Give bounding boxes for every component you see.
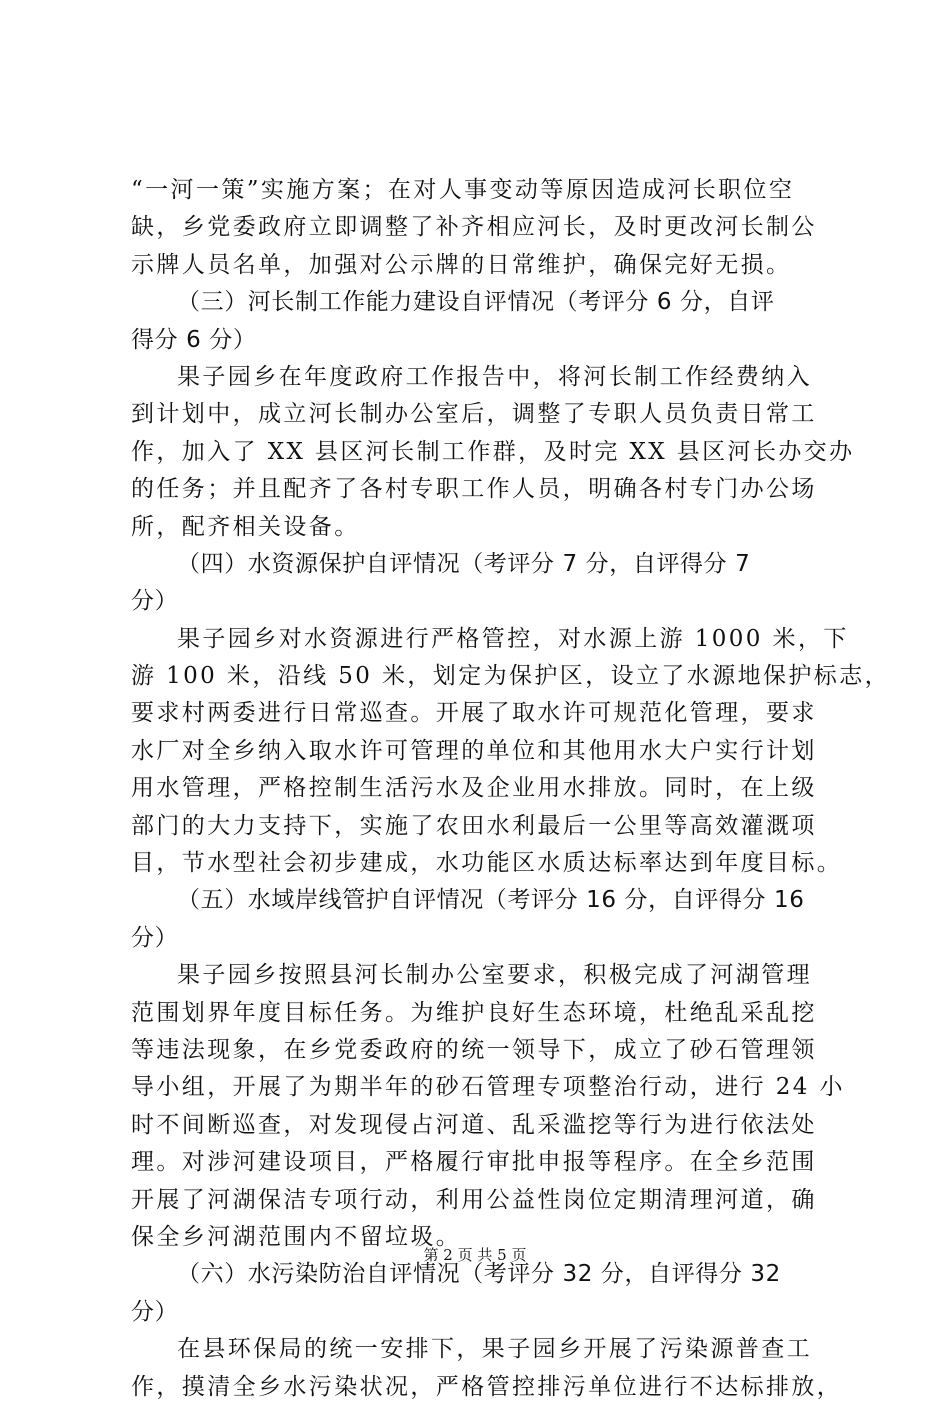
paragraph-line: 果子园乡对水资源进行严格管控，对水源上游 1000 米，下 bbox=[177, 625, 849, 652]
section-heading-line: （四）水资源保护自评情况（考评分 7 分，自评得分 7 bbox=[177, 550, 751, 577]
section-heading-line: 分） bbox=[131, 1298, 179, 1325]
paragraph-line: 果子园乡按照县河长制办公室要求，积极完成了河湖管理 bbox=[177, 962, 812, 989]
section-heading-line: 分） bbox=[131, 588, 179, 615]
paragraph-line: 开展了河湖保洁专项行动，利用公益性岗位定期清理河道，确 bbox=[131, 1186, 817, 1213]
paragraph-line: 用水管理，严格控制生活污水及企业用水排放。同时，在上级 bbox=[131, 775, 817, 802]
section-heading-line: 得分 6 分） bbox=[131, 326, 257, 353]
paragraph-line: 的任务；并且配齐了各村专职工作人员，明确各村专门办公场 bbox=[131, 476, 817, 503]
section-heading-line: （六）水污染防治自评情况（考评分 32 分，自评得分 32 bbox=[177, 1261, 781, 1288]
paragraph-line: 在县环保局的统一安排下，果子园乡开展了污染源普查工 bbox=[177, 1336, 812, 1363]
paragraph-line: 游 100 米，沿线 50 米，划定为保护区，设立了水源地保护标志， bbox=[131, 663, 891, 690]
paragraph-line: 等违法现象，在乡党委政府的统一领导下，成立了砂石管理领 bbox=[131, 1036, 817, 1063]
section-heading-line: 分） bbox=[131, 924, 179, 951]
paragraph-line: 作，加入了 XX 县区河长制工作群，及时完 XX 县区河长办交办 bbox=[131, 438, 855, 465]
paragraph-line: 所，配齐相关设备。 bbox=[131, 513, 360, 540]
paragraph-line: 果子园乡在年度政府工作报告中，将河长制工作经费纳入 bbox=[177, 363, 812, 390]
paragraph-line: 时不间断巡查，对发现侵占河道、乱采滥挖等行为进行依法处 bbox=[131, 1111, 817, 1138]
paragraph-line: 部门的大力支持下，实施了农田水利最后一公里等高效灌溉项 bbox=[131, 812, 817, 839]
document-body bbox=[131, 172, 891, 1406]
paragraph-line: “一河一策”实施方案；在对人事变动等原因造成河长职位空 bbox=[131, 177, 795, 203]
paragraph-line: 水厂对全乡纳入取水许可管理的单位和其他用水大户实行计划 bbox=[131, 737, 817, 764]
paragraph-line: 理。对涉河建设项目，严格履行审批申报等程序。在全乡范围 bbox=[131, 1149, 817, 1176]
paragraph-line: 保全乡河湖范围内不留垃圾。 bbox=[131, 1223, 462, 1250]
paragraph-line: 缺，乡党委政府立即调整了补齐相应河长，及时更改河长制公 bbox=[131, 214, 817, 241]
section-heading-line: （三）河长制工作能力建设自评情况（考评分 6 分，自评 bbox=[177, 289, 775, 316]
paragraph-line: 导小组，开展了为期半年的砂石管理专项整治行动，进行 24 小 bbox=[131, 1074, 845, 1101]
paragraph-line: 要求村两委进行日常巡查。开展了取水许可规范化管理，要求 bbox=[131, 700, 817, 727]
paragraph-line: 范围划界年度目标任务。为维护良好生态环境，杜绝乱采乱挖 bbox=[131, 999, 817, 1026]
paragraph-line: 作，摸清全乡水污染状况，严格管控排污单位进行不达标排放， bbox=[131, 1373, 843, 1400]
paragraph-line: 目，节水型社会初步建成，水功能区水质达标率达到年度目标。 bbox=[131, 850, 843, 877]
page-footer: 第 2 页 共 5 页 bbox=[423, 1246, 527, 1264]
section-heading-line: （五）水域岸线管护自评情况（考评分 16 分，自评得分 16 bbox=[177, 887, 805, 914]
paragraph-line: 到计划中，成立河长制办公室后，调整了专职人员负责日常工 bbox=[131, 401, 817, 428]
paragraph-line: 示牌人员名单，加强对公示牌的日常维护，确保完好无损。 bbox=[131, 251, 792, 278]
